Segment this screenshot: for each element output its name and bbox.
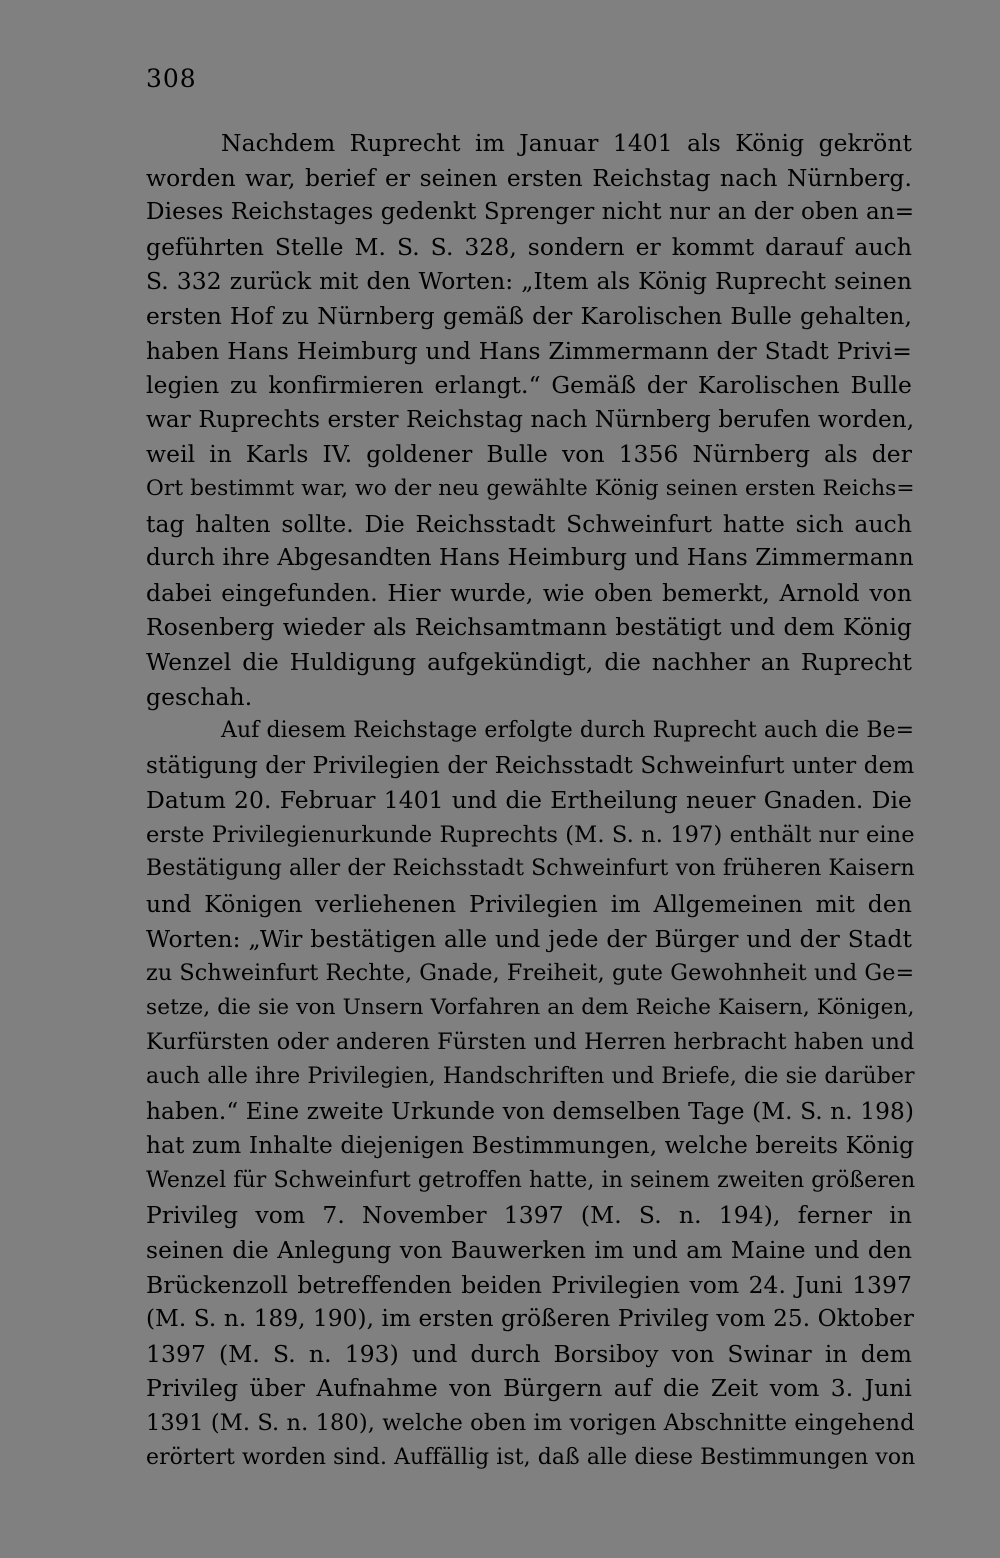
text-line: legien zu konfirmieren erlangt.“ Gemäß der Karolischen Bulle: [146, 371, 912, 400]
text-line: Kurfürsten oder anderen Fürsten und Herren herbracht haben und: [146, 1029, 915, 1056]
text-line: (M. S. n. 189, 190), im ersten größeren Privileg vom 25. Oktober: [146, 1306, 915, 1333]
text-line: geführten Stelle M. S. S. 328, sondern er kommt darauf auch: [146, 232, 912, 261]
text-line: Worten: „Wir bestätigen alle und jede der Bürger und der Stadt: [146, 924, 912, 953]
text-line: geschah.: [146, 682, 253, 711]
text-line: Auf diesem Reichstage erfolgte durch Ruprecht auch die Be=: [221, 718, 915, 744]
page-number: 308: [146, 64, 197, 93]
text-line: Ort bestimmt war, wo der neu gewählte König seinen ersten Reichs=: [146, 475, 915, 501]
text-line: Brückenzoll betreffenden beiden Privilegien vom 24. Juni 1397: [146, 1270, 912, 1299]
text-line: dabei eingefunden. Hier wurde, wie oben bemerkt, Arnold von: [146, 578, 912, 607]
text-line: worden war, berief er seinen ersten Reichstag nach Nürnberg.: [146, 163, 912, 192]
text-line: stätigung der Privilegien der Reichsstadt Schweinfurt unter dem: [146, 752, 915, 779]
text-line: auch alle ihre Privilegien, Handschriften und Briefe, die sie darüber: [146, 1064, 915, 1090]
text-line: S. 332 zurück mit den Worten: „Item als König Ruprecht seinen: [146, 267, 912, 296]
text-line: ersten Hof zu Nürnberg gemäß der Karolischen Bulle gehalten,: [146, 301, 912, 330]
text-line: war Ruprechts erster Reichstag nach Nürnberg berufen worden,: [146, 406, 915, 433]
text-line: Dieses Reichstages gedenkt Sprenger nicht nur an der oben an=: [146, 199, 915, 226]
text-line: Rosenberg wieder als Reichsamtmann bestätigt und dem König: [146, 613, 912, 642]
text-line: 1397 (M. S. n. 193) und durch Borsiboy von Swinar in dem: [146, 1339, 912, 1368]
text-line: Privileg vom 7. November 1397 (M. S. n. 194), ferner in: [146, 1201, 912, 1230]
text-line: haben.“ Eine zweite Urkunde von demselben Tage (M. S. n. 198): [146, 1097, 914, 1125]
text-line: durch ihre Abgesandten Hans Heimburg und Hans Zimmermann: [146, 545, 914, 572]
body-text: [146, 126, 916, 1475]
text-line: 1391 (M. S. n. 180), welche oben im vorigen Abschnitte eingehend: [146, 1409, 915, 1436]
text-line: haben Hans Heimburg und Hans Zimmermann der Stadt Privi=: [146, 336, 912, 365]
text-line: seinen die Anlegung von Bauwerken im und am Maine und den: [146, 1236, 912, 1264]
text-line: Datum 20. Februar 1401 und die Ertheilung neuer Gnaden. Die: [146, 786, 912, 815]
text-line: erörtert worden sind. Auffällig ist, daß alle diese Bestimmungen von: [146, 1444, 916, 1470]
text-line: Bestätigung aller der Reichsstadt Schweinfurt von früheren Kaisern: [146, 856, 915, 882]
text-line: weil in Karls IV. goldener Bulle von 1356 Nürnberg als der: [146, 440, 912, 469]
text-line: und Königen verliehenen Privilegien im Allgemeinen mit den: [146, 890, 912, 919]
text-line: zu Schweinfurt Rechte, Gnade, Freiheit, gute Gewohnheit und Ge=: [146, 960, 915, 987]
text-line: Wenzel für Schweinfurt getroffen hatte, in seinem zweiten größeren: [146, 1167, 916, 1193]
text-line: Wenzel die Huldigung aufgekündigt, die nachher an Ruprecht: [146, 647, 912, 676]
text-line: Nachdem Ruprecht im Januar 1401 als König gekrönt: [221, 129, 912, 157]
text-line: hat zum Inhalte diejenigen Bestimmungen, welche bereits König: [146, 1132, 915, 1160]
text-line: setze, die sie von Unsern Vorfahren an dem Reiche Kaisern, Königen,: [146, 994, 915, 1020]
text-line: Privileg über Aufnahme von Bürgern auf die Zeit vom 3. Juni: [146, 1374, 912, 1403]
text-line: erste Privilegienurkunde Ruprechts (M. S. n. 197) enthält nur eine: [146, 821, 915, 848]
text-line: tag halten sollte. Die Reichsstadt Schweinfurt hatte sich auch: [146, 509, 912, 538]
